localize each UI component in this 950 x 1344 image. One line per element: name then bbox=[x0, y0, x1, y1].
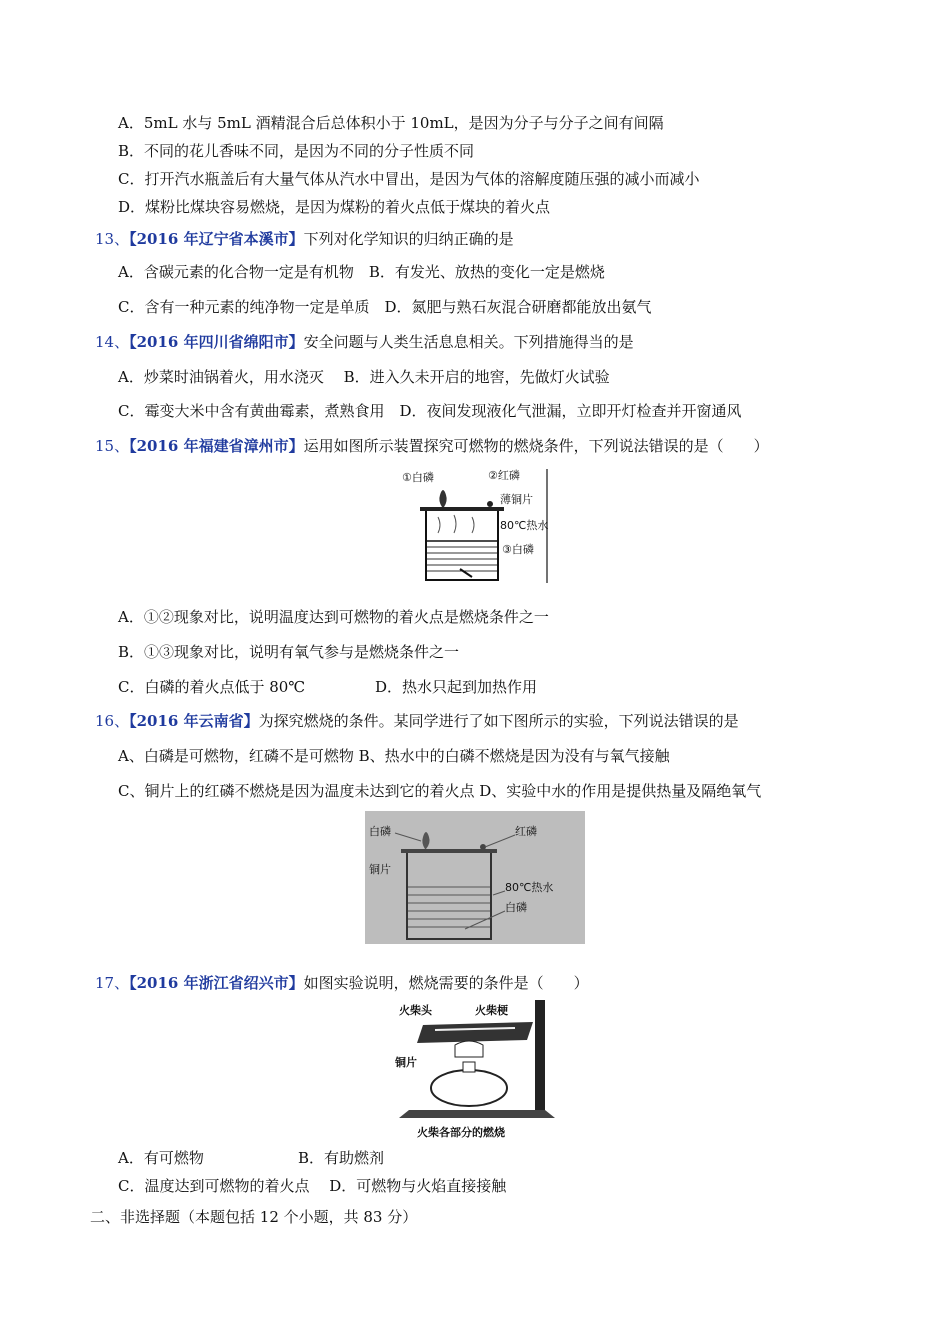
fig-label-1: 火柴头 bbox=[399, 1004, 432, 1017]
fig-label-2: 红磷 bbox=[515, 825, 537, 838]
q14-stem-line bbox=[95, 332, 634, 352]
question-source: 【2016 年辽宁省本溪市】 bbox=[129, 230, 304, 248]
fig-label-1: 白磷 bbox=[369, 825, 391, 838]
question-number: 16、 bbox=[95, 712, 130, 730]
stand-rod bbox=[535, 1000, 545, 1115]
fig-label-5: 白磷 bbox=[505, 901, 527, 914]
q13-options-row-1: A．含碳元素的化合物一定是有机物 B．有发光、放热的变化一定是燃烧 bbox=[118, 263, 605, 281]
fig-label-2: 火柴梗 bbox=[475, 1004, 508, 1017]
question-stem: 下列对化学知识的归纳正确的是 bbox=[303, 230, 514, 248]
q15-option-c: C．白磷的着火点低于 80℃ bbox=[118, 678, 306, 696]
q16-options-row-1: A、白磷是可燃物，红磷不是可燃物 B、热水中的白磷不燃烧是因为没有与氧气接触 bbox=[118, 747, 670, 765]
question-source: 【2016 年福建省漳州市】 bbox=[129, 437, 304, 455]
q13-options-row-2: C．含有一种元素的纯净物一定是单质 D．氮肥与熟石灰混合研磨都能放出氨气 bbox=[118, 298, 652, 316]
question-source: 【2016 年云南省】 bbox=[129, 712, 259, 730]
q14-options-row-1: A．炒菜时油锅着火，用水浇灭 B．进入久未开启的地窖，先做灯火试验 bbox=[118, 368, 610, 386]
copper-plate bbox=[420, 507, 504, 511]
fig-label-2: ②红磷 bbox=[488, 469, 520, 482]
q17-options-row-2: C．温度达到可燃物的着火点 D．可燃物与火焰直接接触 bbox=[118, 1177, 507, 1195]
fig-label-5: ③白磷 bbox=[502, 543, 534, 556]
base-board bbox=[399, 1110, 555, 1118]
fig-label-3: 铜片 bbox=[369, 863, 391, 876]
question-stem: 安全问题与人类生活息息相关。下列措施得当的是 bbox=[303, 333, 634, 351]
fig-label-4: 80℃热水 bbox=[505, 881, 554, 894]
q17-option-b: B．有助燃剂 bbox=[298, 1149, 385, 1167]
q16-options-row-2: C、铜片上的红磷不燃烧是因为温度未达到它的着火点 D、实验中水的作用是提供热量及隔绝氧气 bbox=[118, 782, 762, 800]
q16-photo-figure bbox=[365, 811, 585, 944]
q15-option-a: A．①②现象对比，说明温度达到可燃物的着火点是燃烧条件之一 bbox=[118, 608, 549, 626]
q15-stem-line bbox=[95, 436, 769, 456]
white-phosphorus-flame bbox=[439, 490, 446, 507]
q14-options-row-2: C．霉变大米中含有黄曲霉素，煮熟食用 D．夜间发现液化气泄漏，立即开灯检查并开窗通风 bbox=[118, 402, 742, 420]
q12-option-d: D．煤粉比煤块容易燃烧，是因为煤粉的着火点低于煤块的着火点 bbox=[118, 198, 551, 216]
q12-option-a: A．5mL 水与 5mL 酒精混合后总体积小于 10mL，是因为分子与分子之间有间隔 bbox=[118, 114, 664, 132]
q12-option-b: B．不同的花儿香味不同，是因为不同的分子性质不同 bbox=[118, 142, 475, 160]
q17-stem-line bbox=[95, 973, 589, 993]
q12-option-c: C．打开汽水瓶盖后有大量气体从汽水中冒出，是因为气体的溶解度随压强的减小而减小 bbox=[118, 170, 700, 188]
question-number: 17、 bbox=[95, 974, 130, 992]
alcohol-lamp bbox=[431, 1070, 507, 1106]
q16-stem-line bbox=[95, 711, 739, 731]
fig-label-1: ①白磷 bbox=[402, 471, 434, 484]
question-number: 13、 bbox=[95, 230, 130, 248]
q17-option-a: A．有可燃物 bbox=[118, 1149, 204, 1167]
q15-option-d: D．热水只起到加热作用 bbox=[375, 678, 538, 696]
question-stem: 如图实验说明，燃烧需要的条件是（ ） bbox=[303, 974, 589, 992]
question-stem: 为探究燃烧的条件。某同学进行了如下图所示的实验，下列说法错误的是 bbox=[258, 712, 739, 730]
copper-plate bbox=[417, 1022, 533, 1043]
fig-label-3: 薄铜片 bbox=[500, 493, 533, 506]
q13-stem-line bbox=[95, 229, 514, 249]
figure-caption: 火柴各部分的燃烧 bbox=[417, 1126, 505, 1139]
fig-label-3: 铜片 bbox=[395, 1056, 417, 1069]
section-2-heading: 二、非选择题（本题包括 12 个小题，共 83 分） bbox=[90, 1208, 418, 1226]
q17-match-figure bbox=[395, 1000, 555, 1140]
question-number: 14、 bbox=[95, 333, 130, 351]
q15-option-b: B．①③现象对比，说明有氧气参与是燃烧条件之一 bbox=[118, 643, 460, 661]
question-source: 【2016 年浙江省绍兴市】 bbox=[129, 974, 304, 992]
question-source: 【2016 年四川省绵阳市】 bbox=[129, 333, 304, 351]
fig-label-4: 80℃热水 bbox=[500, 519, 549, 532]
question-number: 15、 bbox=[95, 437, 130, 455]
question-stem: 运用如图所示装置探究可燃物的燃烧条件，下列说法错误的是（ ） bbox=[303, 437, 769, 455]
q15-beaker-figure bbox=[402, 465, 550, 585]
